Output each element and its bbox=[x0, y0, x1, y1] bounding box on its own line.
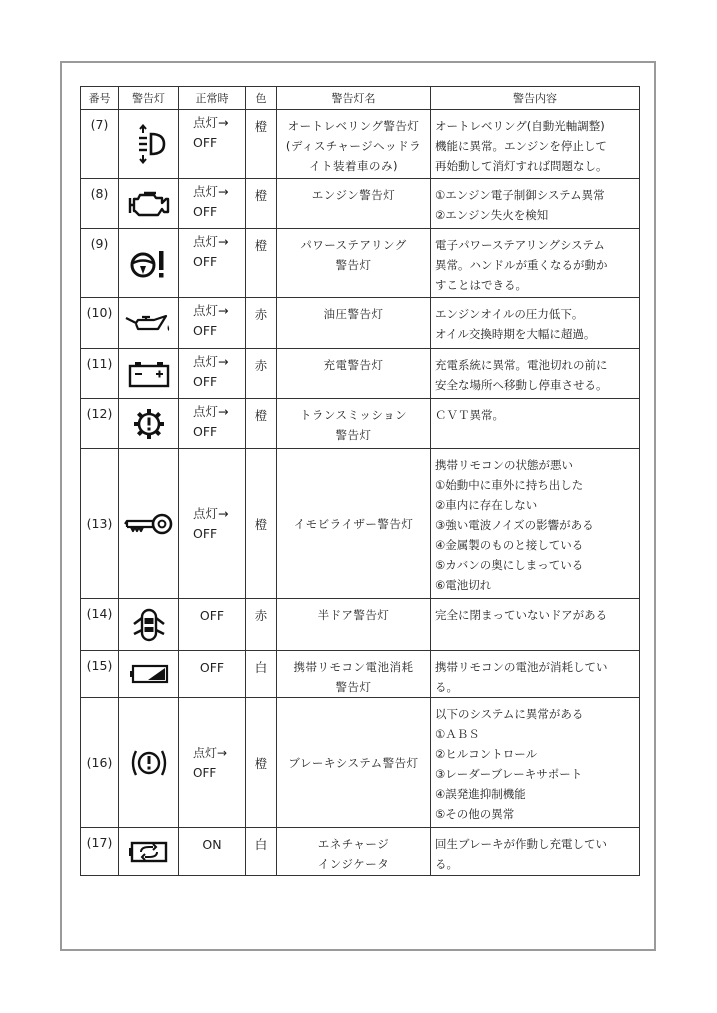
lamp-name: エネチャージ インジケータ bbox=[277, 828, 431, 876]
auto-leveling-icon bbox=[131, 124, 167, 164]
lamp-cell bbox=[119, 651, 179, 698]
lamp-color: 白 bbox=[246, 828, 277, 876]
normal-state: OFF bbox=[179, 651, 246, 698]
warning-content: オートレベリング(自動光軸調整) 機能に異常。エンジンを停止して 再始動して消灯すれば問題なし。 bbox=[431, 110, 640, 179]
warning-lamp-table bbox=[80, 86, 640, 876]
lamp-cell bbox=[119, 449, 179, 599]
header-lamp: 警告灯 bbox=[119, 87, 179, 110]
table-row bbox=[81, 179, 640, 229]
normal-state: 点灯→ OFF bbox=[179, 298, 246, 349]
lamp-color: 橙 bbox=[246, 110, 277, 179]
table-row bbox=[81, 449, 640, 599]
lamp-name: トランスミッション 警告灯 bbox=[277, 399, 431, 449]
row-number: (17) bbox=[81, 828, 119, 876]
normal-state: 点灯→ OFF bbox=[179, 229, 246, 298]
normal-state: 点灯→ OFF bbox=[179, 399, 246, 449]
normal-state: 点灯→ OFF bbox=[179, 179, 246, 229]
lamp-color: 橙 bbox=[246, 698, 277, 828]
lamp-name: ブレーキシステム警告灯 bbox=[277, 698, 431, 828]
warning-content: 充電系統に異常。電池切れの前に 安全な場所へ移動し停車させる。 bbox=[431, 349, 640, 399]
header-normal: 正常時 bbox=[179, 87, 246, 110]
lamp-name: 充電警告灯 bbox=[277, 349, 431, 399]
normal-state: 点灯→ OFF bbox=[179, 698, 246, 828]
lamp-color: 赤 bbox=[246, 599, 277, 651]
brake-system-icon bbox=[126, 745, 172, 781]
table-row bbox=[81, 298, 640, 349]
lamp-name: エンジン警告灯 bbox=[277, 179, 431, 229]
normal-state: 点灯→ OFF bbox=[179, 349, 246, 399]
table-row bbox=[81, 349, 640, 399]
header-content: 警告内容 bbox=[431, 87, 640, 110]
lamp-name: 油圧警告灯 bbox=[277, 298, 431, 349]
lamp-cell bbox=[119, 349, 179, 399]
lamp-cell bbox=[119, 828, 179, 876]
table-row bbox=[81, 399, 640, 449]
normal-state: 点灯→ OFF bbox=[179, 449, 246, 599]
lamp-color: 赤 bbox=[246, 298, 277, 349]
row-number: (7) bbox=[81, 110, 119, 179]
power-steering-icon bbox=[128, 245, 170, 281]
warning-content: エンジンオイルの圧力低下。 オイル交換時期を大幅に超過。 bbox=[431, 298, 640, 349]
engine-icon bbox=[126, 189, 172, 219]
lamp-color: 白 bbox=[246, 651, 277, 698]
door-ajar-icon bbox=[129, 606, 169, 644]
lamp-color: 橙 bbox=[246, 399, 277, 449]
warning-content: ①エンジン電子制御システム異常 ②エンジン失火を検知 bbox=[431, 179, 640, 229]
lamp-cell bbox=[119, 298, 179, 349]
table-row bbox=[81, 651, 640, 698]
lamp-cell bbox=[119, 229, 179, 298]
lamp-color: 橙 bbox=[246, 449, 277, 599]
battery-icon bbox=[126, 360, 172, 388]
header-number: 番号 bbox=[81, 87, 119, 110]
normal-state: OFF bbox=[179, 599, 246, 651]
normal-state: 点灯→ OFF bbox=[179, 110, 246, 179]
lamp-color: 橙 bbox=[246, 229, 277, 298]
lamp-name: 半ドア警告灯 bbox=[277, 599, 431, 651]
remote-battery-icon bbox=[128, 663, 170, 685]
table-row bbox=[81, 698, 640, 828]
row-number: (14) bbox=[81, 599, 119, 651]
immobilizer-key-icon bbox=[123, 511, 175, 537]
row-number: (12) bbox=[81, 399, 119, 449]
table-row bbox=[81, 229, 640, 298]
table-row bbox=[81, 110, 640, 179]
lamp-color: 赤 bbox=[246, 349, 277, 399]
header-color: 色 bbox=[246, 87, 277, 110]
warning-content: 携帯リモコンの状態が悪い ①始動中に車外に持ち出した ②車内に存在しない ③強い電波ノイズの影響がある ④金属製のものと接している ⑤カバンの奥にしまっている ⑥電池切れ bbox=[431, 449, 640, 599]
lamp-name: イモビライザー警告灯 bbox=[277, 449, 431, 599]
row-number: (9) bbox=[81, 229, 119, 298]
normal-state: ON bbox=[179, 828, 246, 876]
oil-pressure-icon bbox=[124, 310, 174, 336]
lamp-cell bbox=[119, 110, 179, 179]
warning-content: 以下のシステムに異常がある ①ＡＢＳ ②ヒルコントロール ③レーダーブレーキサポート ④誤発進抑制機能 ⑤その他の異常 bbox=[431, 698, 640, 828]
lamp-cell bbox=[119, 599, 179, 651]
lamp-cell bbox=[119, 399, 179, 449]
ene-charge-icon bbox=[127, 839, 171, 865]
row-number: (16) bbox=[81, 698, 119, 828]
warning-content: 回生ブレーキが作動し充電してい る。 bbox=[431, 828, 640, 876]
table-row bbox=[81, 828, 640, 876]
lamp-name: 携帯リモコン電池消耗 警告灯 bbox=[277, 651, 431, 698]
row-number: (10) bbox=[81, 298, 119, 349]
warning-content: ＣＶＴ異常。 bbox=[431, 399, 640, 449]
row-number: (11) bbox=[81, 349, 119, 399]
table-header-row bbox=[81, 87, 640, 110]
lamp-color: 橙 bbox=[246, 179, 277, 229]
warning-content: 完全に閉まっていないドアがある bbox=[431, 599, 640, 651]
lamp-name: パワーステアリング 警告灯 bbox=[277, 229, 431, 298]
warning-content: 携帯リモコンの電池が消耗してい る。 bbox=[431, 651, 640, 698]
table-row bbox=[81, 599, 640, 651]
lamp-cell bbox=[119, 179, 179, 229]
transmission-icon bbox=[132, 407, 166, 441]
lamp-cell bbox=[119, 698, 179, 828]
warning-content: 電子パワーステアリングシステム 異常。ハンドルが重くなるが動か すことはできる。 bbox=[431, 229, 640, 298]
lamp-name: オートレベリング警告灯 (ディスチャージヘッドラ イト装着車のみ) bbox=[277, 110, 431, 179]
row-number: (13) bbox=[81, 449, 119, 599]
row-number: (15) bbox=[81, 651, 119, 698]
header-name: 警告灯名 bbox=[277, 87, 431, 110]
row-number: (8) bbox=[81, 179, 119, 229]
